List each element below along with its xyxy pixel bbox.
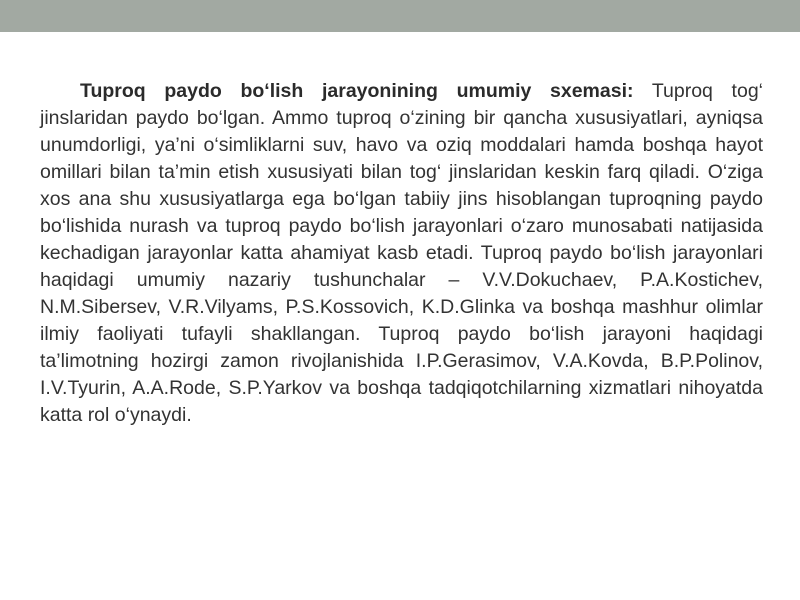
top-bar [0, 0, 800, 32]
paragraph-heading: Tuproq paydo bo‘lish jarayonining umumiy sxemasi: [80, 80, 634, 102]
paragraph-body: Tuproq tog‘ jinslaridan paydo bo‘lgan. Ammo tuproq o‘zining bir qancha xususiyatlari, ayniqsa unumdorligi, ya’ni o‘simliklarni suv, havo va oziq moddalari hamda boshqa hayot omillari bilan ta’min etish xususiyati bilan tog‘ jinslaridan keskin farq qiladi. O‘ziga xos ana shu xususiyatlarga ega bo‘lgan tabiiy jins hisoblangan tuproqning paydo bo‘lishida nurash va tuproq paydo bo‘lish jarayonlari o‘zaro munosabati natijasida kechadigan jarayonlar katta ahamiyat kasb etadi. Tuproq paydo bo‘lish jarayonlari haqidagi umumiy nazariy tushunchalar – V.V.Dokuchaev, P.A.Kostichev, N.M.Sibersev, V.R.Vilyams, P.S.Kossovich, K.D.Glinka va boshqa mashhur olimlar ilmiy faoliyati tufayli shakllangan. Tuproq paydo bo‘lish jarayoni haqidagi ta’limotning hozirgi zamon rivojlanishida I.P.Gerasimov, V.A.Kovda, B.P.Polinov, I.V.Tyurin, A.A.Rode, S.P.Yarkov va boshqa tadqiqotchilarning xizmatlari nihoyatda katta rol o‘ynaydi. [40, 80, 763, 426]
slide-paragraph [40, 78, 763, 429]
